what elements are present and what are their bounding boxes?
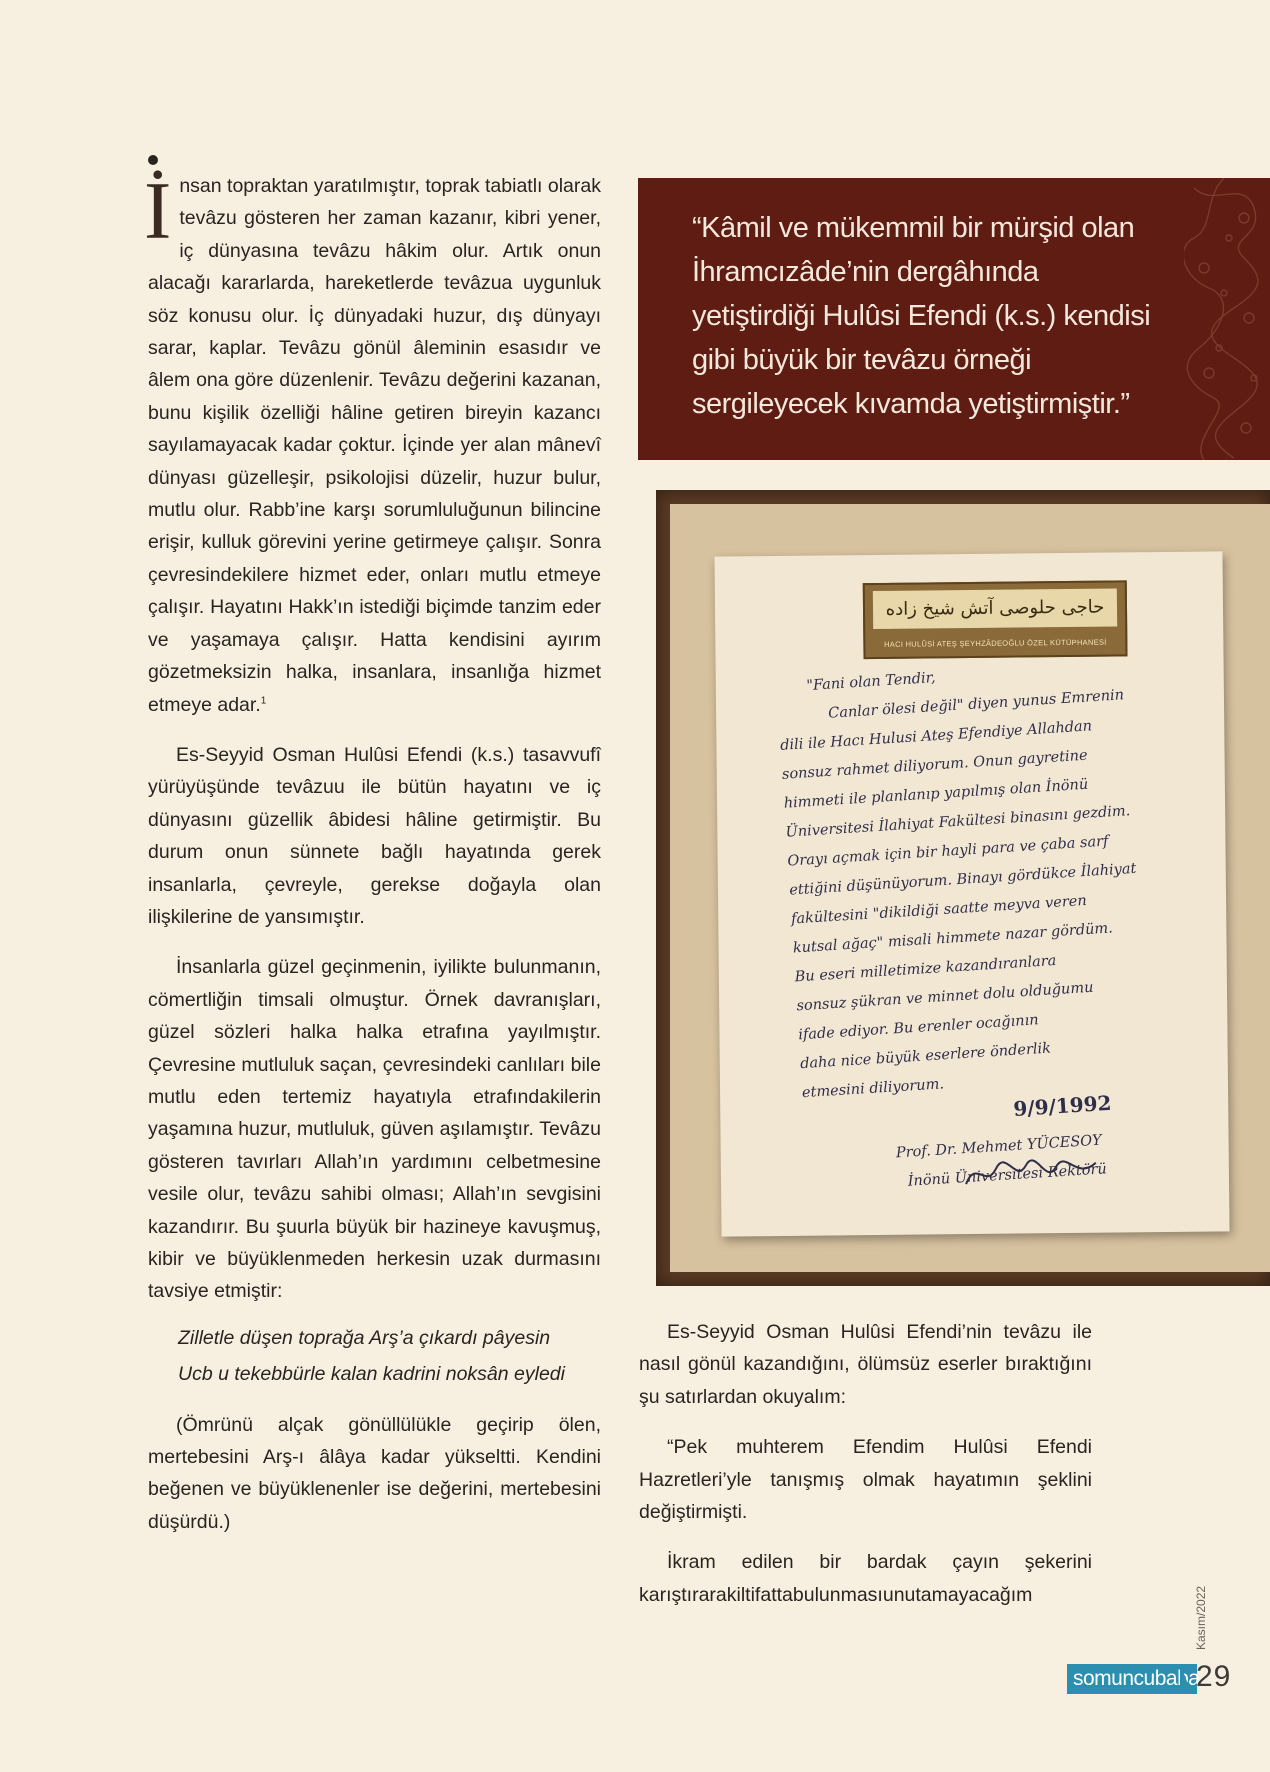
page-number: 29 [1196, 1660, 1232, 1693]
library-label: HACI HULÛSİ ATEŞ ŞEYHZÂDEOĞLU ÖZEL KÜTÜPHANESİ [884, 637, 1107, 649]
handwritten-line: kutsal ağaç" misali himmete nazar gördüm. [792, 920, 1114, 957]
paragraph-text: nsan topraktan yaratılmıştır, toprak tabiatlı olarak tevâzu gösteren her zaman kazanır, kibri yener, iç dünyasına tevâzu hâkim olur. Artık onun alacağı kararlarda, hareketlerde tevâzua uygunluk söz konusu olur. İç dünyadaki huzur, dış dünyayı sarar, kaplar. Tevâzu gönül âleminin esasıdır ve âlem ona göre düzenlenir. Tevâzu değerini kazanan, bunu kişilik özelliği hâline getiren bireyin kazancı sayılamayacak kadar çoktur. İçinde yer alan mânevî dünyası güzelleşir, psikolojisi düzelir, huzur bulur, mutlu olur. Rabb’ine karşı sorumluluğunun bilincine erişir, kulluk görevini yerine getirmeye çalışır. Sonra çevresindekilere hizmet eder, onları mutlu etmeye çalışır. Hayatını Hakk’ın istediği biçimde tanzim eder ve yaşamaya çalışır. Hatta kendisini ayırım gözetmeksizin halka, insanlara, insanlığa hizmet etmeye adar. [148, 175, 601, 716]
handwritten-line: Üniversitesi İlahiyat Fakültesi binasını gezdim. [785, 803, 1131, 841]
issue-date: Kasım/2022 [1194, 1585, 1208, 1650]
handwritten-line: fakültesini "dikildiği saatte meyva veren [790, 892, 1088, 928]
handwritten-letter [714, 551, 1229, 1236]
poem-line: Zilletle düşen toprağa Arş’a çıkardı pâyesin [178, 1326, 551, 1349]
signer-institution: İnönü Üniversitesi Rektörü [907, 1161, 1108, 1190]
handwritten-line: "Fani olan Tendir, [806, 670, 937, 695]
handwritten-line: ettiğini düşünüyorum. Binayı gördükce İlahiyat [788, 860, 1137, 899]
paragraph: Es-Seyyid Osman Hulûsi Efendi (k.s.) tasavvufî yürüyüşünde tevâzuu ile bütün hayatını ve iç dünyasını güzellik âbidesi hâline getirmiştir. Bu durum onun sünnete bağlı hayatında gerek insanlarla, çevreyle, gerekse doğayla olan ilişkilerine de yansımıştır. [148, 743, 601, 928]
footnote-marker: 1 [260, 695, 267, 706]
handwritten-line: dili ile Hacı Hulusi Ateş Efendiye Allahdan [779, 718, 1093, 754]
brand-label: somuncubaba [1067, 1664, 1197, 1694]
photo-matte [670, 504, 1270, 1272]
pull-quote-box [638, 178, 1270, 460]
paragraph: İnsanlarla güzel geçinmenin, iyilikte bulunmanın, cömertliğin timsali olmuştur. Örnek davranışları, güzel sözleri halka halka etrafına yayılmıştır. Çevresine mutluluk saçan, çevresindeki canlıları bile mutlu eden tertemiz hayatıyla etrafındakilerin yaşamına huzur, mutluluk, güven aşılamıştır. Tevâzu gösteren tavırları Allah’ın yardımını celbetmesine vesile olur, tevâzu sahibi olması; Allah’ın sevgisini kazandırır. Bu şuurla büyük bir hazineye kavuşmuş, kibir ve büyüklenmeden herkesin uzak durmasını tavsiye etmiştir: [148, 956, 601, 1303]
paragraph: Es-Seyyid Osman Hulûsi Efendi’nin tevâzu ile nasıl gönül kazandığını, ölümsüz eserler bıraktığını şu satırlardan okuyalım: [639, 1321, 1092, 1408]
signer-title: Prof. Dr. Mehmet YÜCESOY [895, 1132, 1103, 1162]
left-column [144, 165, 601, 1538]
paragraph: “Pek muhterem Efendim Hulûsi Efendi Hazretleri’yle tanışmış olmak hayatımın şeklini değiştirmişti. [639, 1436, 1092, 1524]
bullet-dot [148, 155, 158, 165]
letter-date: 9/9/1992 [1012, 1090, 1113, 1121]
handwriting [776, 648, 1228, 1203]
handwritten-line: Bu eseri milletimize kazandıranlara [794, 953, 1057, 986]
arabic-heading: حاجی حلوصی آتش شیخ زاده [873, 588, 1117, 629]
handwritten-line: ifade ediyor. Bu erenler ocağının [797, 1012, 1040, 1044]
handwritten-line: etmesini diliyorum. [801, 1076, 945, 1102]
right-column [639, 1316, 1092, 1611]
drop-cap: İ [144, 165, 172, 256]
paragraph [144, 165, 601, 721]
paragraph: (Ömrünü alçak gönüllülükle geçirip ölen, mertebesini Arş-ı âlâya kadar yükseltti. Kendini beğenen ve büyüklenenler ise değerini, mertebesini düşürdü.) [148, 1413, 601, 1533]
letterhead [863, 580, 1128, 659]
letter-photo [656, 490, 1270, 1286]
brand-slash-shape [1180, 1664, 1192, 1694]
poem-line: Ucb u tekebbürle kalan kadrini noksân eyledi [178, 1363, 565, 1386]
floral-ornament [1184, 178, 1270, 460]
signature-scribble [961, 1153, 1101, 1194]
pull-quote: “Kâmil ve mükemmil bir mürşid olan İhramcızâde’nin dergâhında yetiştirdiği Hulûsi Efendi (k.s.) kendisi gibi büyük bir tevâzu örneği sergileyecek kıvamda yetiştirmiştir.” [692, 212, 1151, 420]
handwritten-line: Canlar ölesi değil" diyen yunus Emrenin [827, 687, 1125, 722]
handwritten-line: daha nice büyük eserlere önderlik [799, 1040, 1052, 1073]
handwritten-line: sonsuz şükran ve minnet dolu olduğumu [796, 979, 1094, 1015]
handwritten-line: himmeti ile planlanıp yapılmış olan İnönü [783, 776, 1089, 812]
handwritten-line: Orayı açmak için bir hayli para ve çaba sarf [786, 833, 1109, 870]
handwritten-line: sonsuz rahmet diliyorum. Onun gayretine [781, 747, 1089, 783]
paragraph: İkram edilen bir bardak çayın şekerini karıştırarakiltifattabulunmasıunutamayacağım [639, 1551, 1092, 1606]
